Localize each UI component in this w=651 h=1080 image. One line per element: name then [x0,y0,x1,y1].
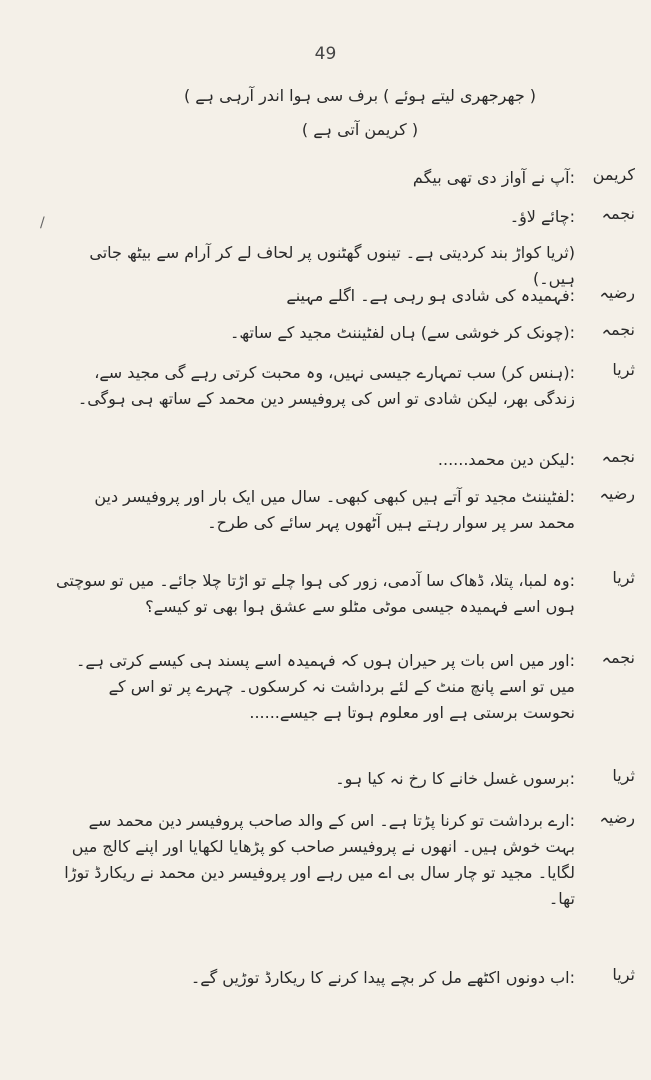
speaker-name: رضیہ [599,283,635,302]
speaker-name: رضیہ [599,484,635,503]
speech-text: :(چونک کر خوشی سے) ہاں لفٹیننٹ مجید کے ساتھ۔ [230,323,575,342]
speaker-name: ثریا [612,360,635,379]
speaker-name: نجمہ [601,447,635,466]
speaker-name: کریمن [592,165,635,184]
speech-text: :لفٹیننٹ مجید تو آتے ہیں کبھی کبھی۔ سال میں ایک بار اور پروفیسر دین محمد سر پر سوار رہتے ہیں آٹھوں پہر سائے کی طرح۔ [94,487,575,532]
stage-direction: ( جھرجھری لیتے ہوئے ) برف سی ہوا اندر آرہی ہے ) [183,86,537,105]
speech-text: :چائے لاؤ۔ [509,207,575,226]
speech-text: :اور میں اس بات پر حیران ہوں کہ فہمیدہ اسے پسند ہی کیسے کرتی ہے۔ میں تو اسے پانچ منٹ کے لئے برداشت نہ کرسکوں۔ چہرے پر تو اس کے نحوست برستی ہے اور معلوم ہوتا ہے جیسے...... [75,651,575,722]
speaker-name: نجمہ [601,204,635,223]
page-number: 49 [314,44,337,64]
speech-text: :اب دونوں اکٹھے مل کر بچے پیدا کرنے کا ریکارڈ توڑیں گے۔ [190,968,575,987]
speech-text: :(ہنس کر) سب تمہارے جیسی نہیں، وہ محبت کرتی رہے گی مجید سے، زندگی بھر، لیکن شادی تو اس کی پروفیسر دین محمد کے ساتھ ہی ہوگی۔ [77,363,575,408]
stage-direction: ( کریمن آتی ہے ) [301,120,419,139]
speech-text: (ثریا کواڑ بند کردیتی ہے۔ تینوں گھٹنوں پر لحاف لے کر آرام سے بیٹھ جاتی ہیں۔) [89,243,575,288]
speaker-name: ثریا [612,766,635,785]
speech-text: :ارے برداشت تو کرنا پڑتا ہے۔ اس کے والد صاحب پروفیسر دین محمد سے بہت خوش ہیں۔ انھوں نے پروفیسر صاحب کو پڑھایا لکھایا اور اپنے کالج میں لگایا۔ مجید تو چار سال بی اے میں رہے اور پروفیسر دین محمد نے ریکارڈ توڑا تھا۔ [64,811,575,908]
speaker-name: ثریا [612,568,635,587]
speaker-name: نجمہ [601,648,635,667]
speaker-name: رضیہ [599,808,635,827]
speech-text: :برسوں غسل خانے کا رخ نہ کیا ہو۔ [335,769,575,788]
speaker-name: نجمہ [601,320,635,339]
speech-text: :لیکن دین محمد...... [437,450,575,469]
speaker-name: ثریا [612,965,635,984]
pencil-mark: / [40,215,45,231]
speech-text: :فہمیدہ کی شادی ہو رہی ہے۔ اگلے مہینے [286,286,575,305]
speech-text: :وہ لمبا، پتلا، ڈھاک سا آدمی، زور کی ہوا چلے تو اڑتا چلا جائے۔ میں تو سوچتی ہوں اسے فہمیدہ جیسی موٹی مٹلو سے عشق ہوا بھی تو کیسے؟ [56,571,575,616]
speech-text: :آپ نے آواز دی تھی بیگم [412,168,575,187]
